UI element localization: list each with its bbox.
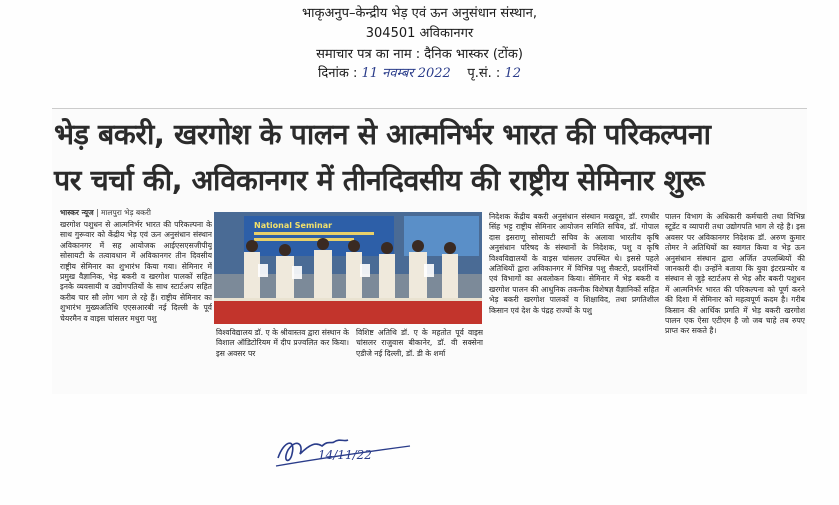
newspaper-name-line: समाचार पत्र का नाम : दैनिक भास्कर (टोंक): [316, 47, 523, 62]
date-label: दिनांक :: [318, 66, 358, 81]
byline-source: भास्कर न्यूज: [60, 208, 94, 217]
event-photo: [214, 212, 482, 324]
article-column-3: विशिष्ट अतिथि डॉ. ए के महतोत पूर्व वाइस चांसलर राजुवास बीकानेर, डॉ. वी सक्सेना एडीजे नई दिल्ली, डॉ. डी के शर्मा: [356, 328, 483, 358]
article-column-5: पालन विभाग के अधिकारी कर्मचारी तथा विभिन्न स्टूडेंट व व्यापारी तथा उद्योगपति भाग ले रहे है। इस अवसर पर अविकानगर निदेशक डॉ. अरुण कुमार तोमर ने अतिथियों का स्वागत किया व भेड़ ऊन अनुसंधान संस्थान द्वारा अर्जित उपलब्धियों की जानकारी दी। उन्होंने बताया कि युवा इंटरप्रन्योर व संस्थान से जुड़े स्टार्टअप से भेड़ और बकरी पशुधन में आत्मनिर्भर भारत की परिकल्पना को पूर्ण करने की दिशा में सेमिनार को महत्वपूर्ण कदम है। गरीब किसान की आर्थिक प्रगति में भेड़ बकरी खरगोश पालन एक ऐसा एटीएम है जो जब चाहे तब रुपए प्राप्त कर सकते है।: [665, 212, 805, 336]
page-number-label: पृ.सं. :: [467, 66, 501, 81]
institute-address-line: 304501 अविकानगर: [365, 26, 474, 41]
headline-line-1: भेड़ बकरी, खरगोश के पालन से आत्मनिर्भर भारत की परिकल्पना: [54, 118, 711, 151]
byline: [60, 208, 151, 218]
event-photo-illustration: [214, 212, 482, 324]
institute-name-line: भाकृअनुप–केन्द्रीय भेड़ एवं ऊन अनुसंधान संस्थान,: [301, 6, 538, 21]
byline-place: | मालपुरा भेड़ बकरी: [96, 208, 151, 217]
photo-banner-text: National Seminar: [254, 221, 333, 230]
article-column-1: खरगोश पशुधन से आत्मनिर्भर भारत की परिकल्पना के साथ गुरूवार को केंद्रीय भेड़ एवं ऊन अनुसंधान संस्थान अविकानगर में सह आयोजक आईएसएसजीपीयू सोसायटी के तत्वावधान में अविकानगर तीन दिवसीय राष्ट्रीय सेमिनार का शुभारंभ किया गया। सेमिनार में प्रमुख वैज्ञानिक, भेड़ बकरी व खरगोश पालकों सहित इनके व्यवसायी व उद्योगपतियों के साथ स्टार्टअप सहित करीब चार सौ लोग भाग ले रहे हैं। राष्ट्रीय सेमिनार का शुभारंभ मुख्यअतिथि एएसआरबी नई दिल्ली के पूर्व चेयरमैन व वाइस चांसलर मथुरा पशु: [60, 220, 212, 323]
date-page-line: [0, 66, 839, 82]
page-number-value: 12: [504, 66, 521, 81]
headline-line-2: पर चर्चा की, अविकानगर में तीनदिवसीय की राष्ट्रीय सेमिनार शुरू: [54, 164, 705, 197]
article-column-2: विश्वविद्यालय डॉ. ए के श्रीवास्तव द्वारा संस्थान के विशाल ऑडिटोरियम में दीप प्रज्वलित कर किया। इस अवसर पर: [216, 328, 349, 358]
signature-date: 14/11/22: [318, 448, 372, 462]
date-value: 11 नवम्बर 2022: [361, 66, 451, 81]
article-column-4: निदेशक केंद्रीय बकरी अनुसंधान संस्थान मखदूम, डॉ. रणधीर सिंह भट्ट राष्ट्रीय सेमिनार आयोजन समिति सचिव, डॉ. गोपाल दास इसराणू सोसायटी सचिव के अलावा भारतीय कृषि अनुसंधान परिषद के संस्थानों के निदेशक, पशु व कृषि विश्वविद्यालयों के वाइस चांसलर उपस्थित थे। इससे पहले अतिथियों द्वारा अविकानगर में विभिन्न पशु सैक्टरों, प्रदर्शनियों एवं विभागों का अवलोकन किया। सेमिनार में भेड़ बकरी व खरगोश पालन की आधुनिक तकनीक विशेषज्ञ वैज्ञानिकों सहित भेड़ बकरी खरगोश पालकों व शिक्षाविद, तथा प्रगतिशील किसान एवं देश के पंद्रह राज्यों के पशु: [489, 212, 659, 315]
